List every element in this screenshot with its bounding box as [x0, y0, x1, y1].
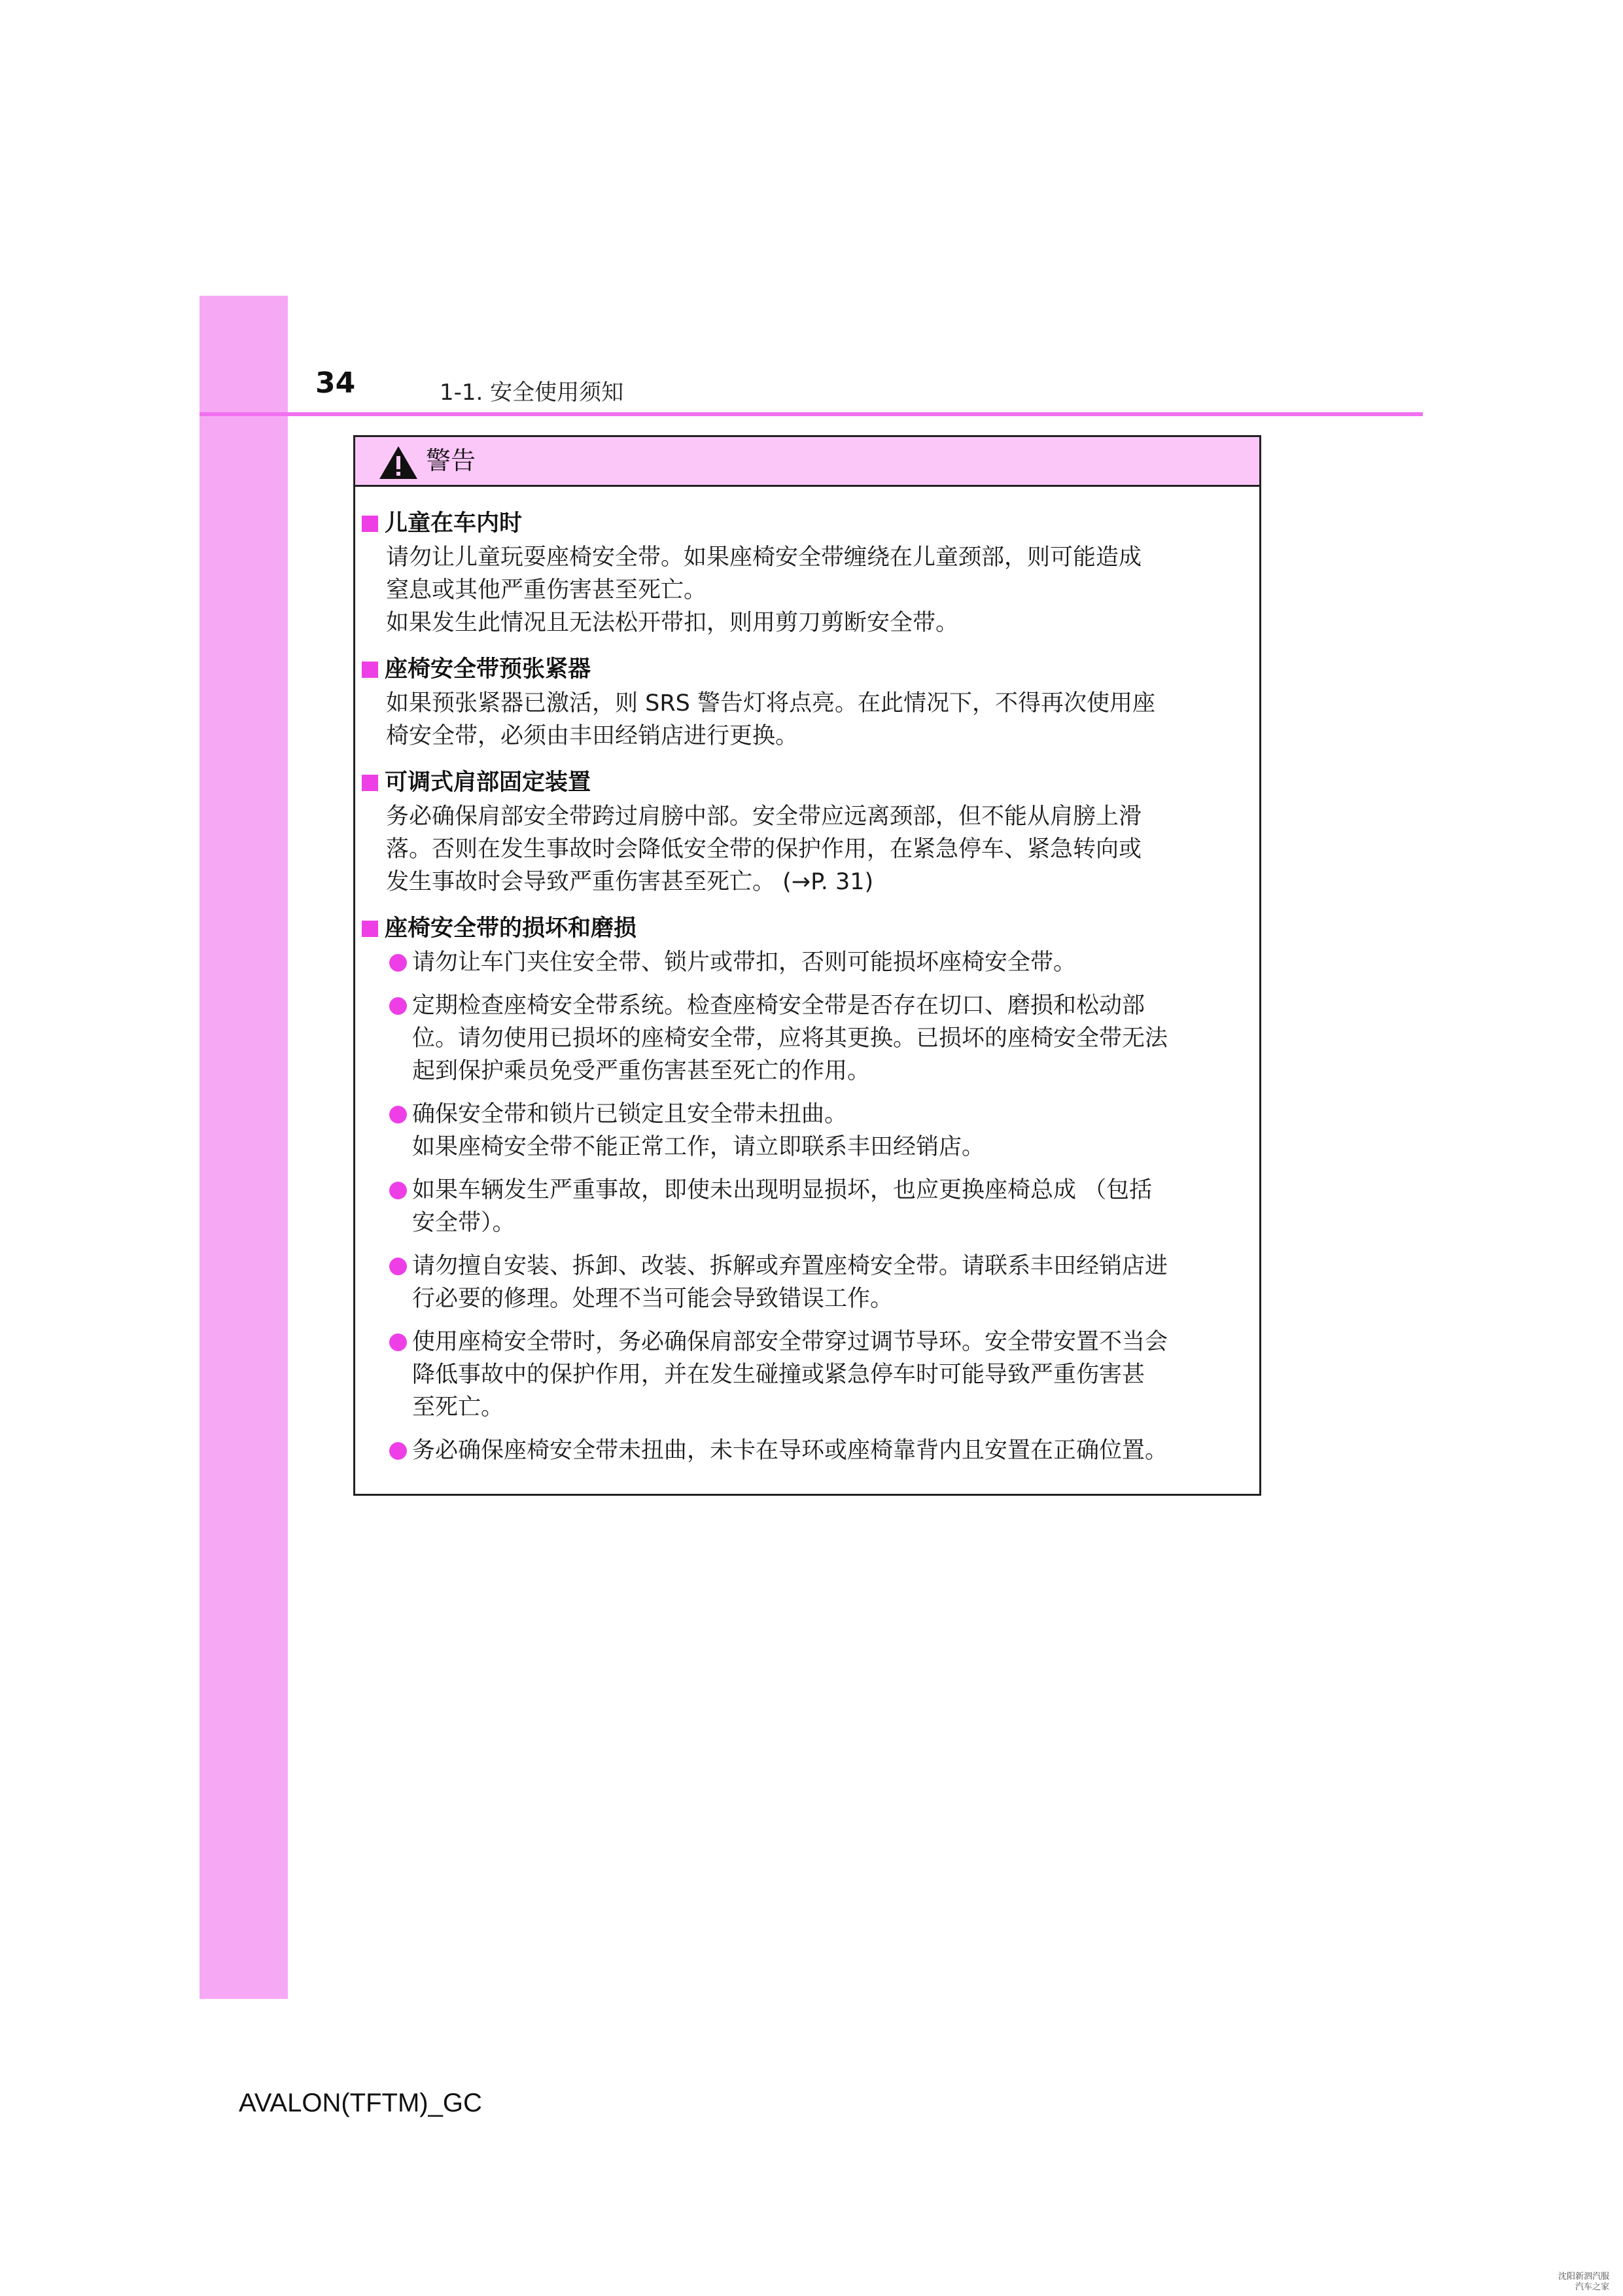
square-bullet-icon	[362, 516, 378, 532]
list-item-line: 至死亡。	[412, 1394, 504, 1421]
list-item-line: 如果座椅安全带不能正常工作，请立即联系丰田经销店。	[412, 1134, 985, 1160]
round-bullet-icon	[389, 1106, 407, 1123]
paragraph: 请勿让儿童玩耍座椅安全带。如果座椅安全带缠绕在儿童颈部，则可能造成	[386, 544, 1142, 571]
section-heading: 座椅安全带预张紧器	[385, 656, 591, 682]
warning-triangle-icon	[378, 445, 419, 480]
square-bullet-icon	[362, 921, 378, 937]
round-bullet-icon	[389, 954, 407, 972]
round-bullet-icon	[389, 1333, 407, 1351]
paragraph: 如果发生此情况且无法松开带扣，则用剪刀剪断安全带。	[386, 610, 959, 636]
list-item-line: 定期检查座椅安全带系统。检查座椅安全带是否存在切口、磨损和松动部	[412, 993, 1145, 1019]
list-item-line: 起到保护乘员免受严重伤害甚至死亡的作用。	[412, 1058, 871, 1084]
round-bullet-icon	[389, 1442, 407, 1460]
footer-model-code: AVALON(TFTM)_GC	[239, 2089, 482, 2117]
list-item	[362, 946, 1255, 979]
watermark-line: 沈阳新泗汽服	[1558, 2272, 1609, 2282]
list-item-line: 请勿让车门夹住安全带、锁片或带扣，否则可能损坏座椅安全带。	[412, 949, 1077, 976]
list-item-line: 降低事故中的保护作用，并在发生碰撞或紧急停车时可能导致严重伤害甚	[412, 1362, 1145, 1388]
warning-content	[362, 506, 1255, 1479]
list-item-line: 务必确保座椅安全带未扭曲，未卡在导环或座椅靠背内且安置在正确位置。	[412, 1438, 1168, 1464]
side-color-bar	[200, 296, 288, 1999]
list-item-line: 请勿擅自安装、拆卸、改装、拆解或弃置座椅安全带。请联系丰田经销店进	[412, 1253, 1168, 1279]
list-item	[362, 1326, 1255, 1424]
warning-box	[353, 435, 1261, 1496]
section-heading: 儿童在车内时	[385, 510, 523, 537]
list-item	[362, 1434, 1255, 1467]
section-heading: 可调式肩部固定装置	[385, 769, 591, 796]
paragraph: 发生事故时会导致严重伤害甚至死亡。 (→P. 31)	[386, 869, 874, 895]
list-item	[362, 1098, 1255, 1163]
section-pretensioner	[362, 652, 1255, 752]
list-item-line: 使用座椅安全带时，务必确保肩部安全带穿过调节导环。安全带安置不当会	[412, 1329, 1168, 1355]
warning-title: 警告	[426, 446, 476, 475]
paragraph: 务必确保肩部安全带跨过肩膀中部。安全带应远离颈部，但不能从肩膀上滑	[386, 804, 1142, 830]
paragraph: 窒息或其他严重伤害甚至死亡。	[386, 577, 707, 603]
list-item-line: 确保安全带和锁片已锁定且安全带未扭曲。	[412, 1101, 848, 1127]
list-item	[362, 1174, 1255, 1239]
list-item-line: 如果车辆发生严重事故，即使未出现明显损坏，也应更换座椅总成 （包括	[412, 1177, 1153, 1203]
list-item-line: 位。请勿使用已损坏的座椅安全带，应将其更换。已损坏的座椅安全带无法	[412, 1025, 1168, 1051]
list-item	[362, 989, 1255, 1087]
watermark	[1544, 2272, 1609, 2293]
page-number: 34	[315, 366, 356, 400]
square-bullet-icon	[362, 775, 378, 791]
list-item-line: 行必要的修理。处理不当可能会导致错误工作。	[412, 1286, 894, 1312]
square-bullet-icon	[362, 662, 378, 678]
paragraph: 落。否则在发生事故时会降低安全带的保护作用，在紧急停车、紧急转向或	[386, 836, 1142, 862]
list-item	[362, 1250, 1255, 1315]
list-item-line: 安全带）。	[412, 1210, 515, 1236]
section-children	[362, 506, 1255, 639]
section-title: 1-1. 安全使用须知	[440, 380, 624, 406]
paragraph: 如果预张紧器已激活，则 SRS 警告灯将点亮。在此情况下，不得再次使用座	[386, 690, 1156, 716]
round-bullet-icon	[389, 1182, 407, 1199]
round-bullet-icon	[389, 997, 407, 1015]
section-heading: 座椅安全带的损坏和磨损	[385, 915, 637, 942]
warning-header	[355, 437, 1259, 487]
paragraph: 椅安全带，必须由丰田经销店进行更换。	[386, 723, 799, 749]
section-damage-wear	[362, 911, 1255, 1467]
section-shoulder-anchor	[362, 765, 1255, 898]
watermark-line: 汽车之家	[1575, 2282, 1609, 2292]
header-divider	[200, 412, 1423, 416]
round-bullet-icon	[389, 1258, 407, 1275]
